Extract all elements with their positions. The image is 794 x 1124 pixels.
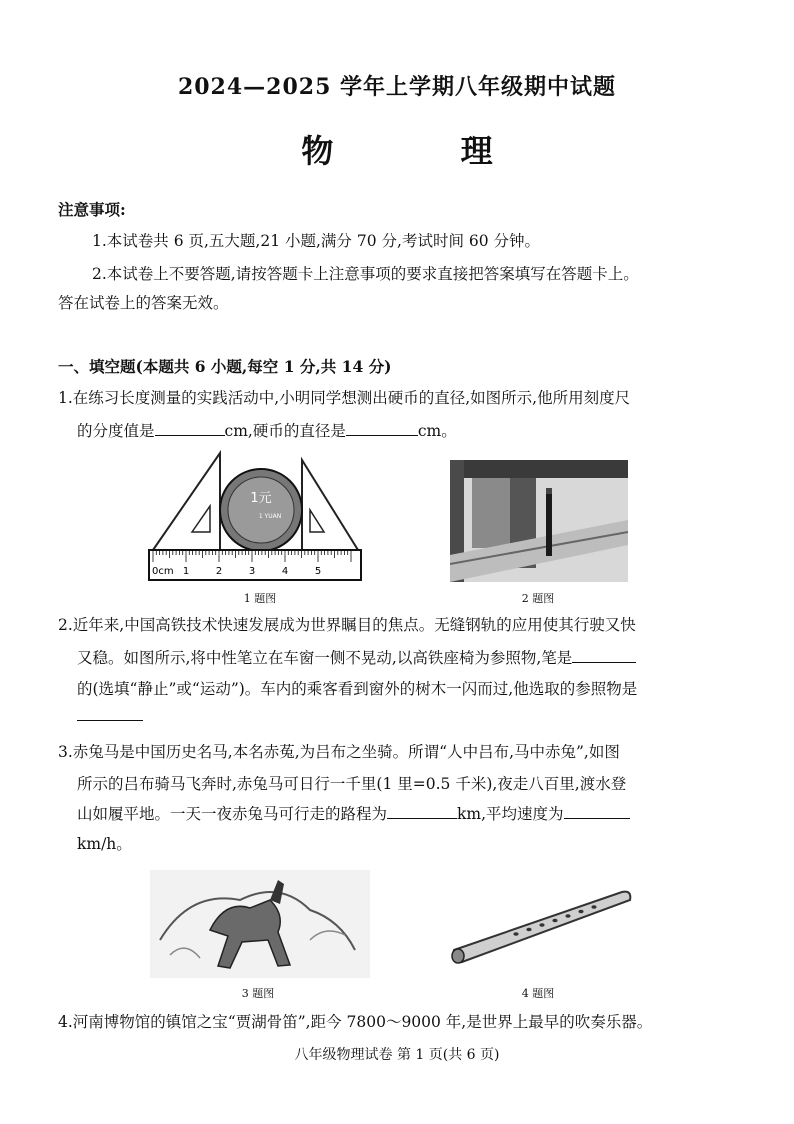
- question-3-line-4: km/h。: [77, 835, 132, 853]
- question-1-line-1: 1.在练习长度测量的实践活动中,小明同学想测出硬币的直径,如图所示,他所用刻度尺: [58, 389, 631, 407]
- question-2-text-a: 又稳。如图所示,将中性笔立在车窗一侧不晃动,以高铁座椅为参照物,笔是: [77, 649, 573, 667]
- answer-blank-3b[interactable]: [564, 804, 630, 819]
- question-3-line-2: 所示的吕布骑马飞奔时,赤兔马可日行一千里(1 里=0.5 千米),夜走八百里,渡水登: [77, 775, 627, 793]
- answer-blank-1b[interactable]: [346, 421, 418, 436]
- ruler-label-3: 3: [248, 566, 256, 577]
- left-triangle: [153, 453, 220, 550]
- flute-hole: [552, 919, 557, 923]
- answer-blank-3a[interactable]: [387, 804, 457, 819]
- flute-hole: [565, 914, 570, 918]
- window-top-frame: [450, 460, 628, 478]
- question-2-line-3: 的(选填“静止”或“运动”)。车内的乘客看到窗外的树木一闪而过,他选取的参照物是: [77, 680, 638, 698]
- pen-cap: [546, 488, 552, 494]
- answer-blank-2b[interactable]: [77, 706, 143, 721]
- coin-inner-ring: [228, 477, 294, 543]
- exam-title: 2024—2025 学年上学期八年级期中试题: [177, 74, 617, 100]
- figure-1-caption: 1 题图: [243, 592, 277, 605]
- figure-2-caption: 2 题图: [521, 592, 555, 605]
- notice-item-2-line-2: 答在试卷上的答案无效。: [58, 294, 229, 312]
- ruler-label-2: 2: [215, 566, 223, 577]
- question-3-text-b: km,平均速度为: [457, 805, 564, 823]
- section-1-heading: 一、填空题(本题共 6 小题,每空 1 分,共 14 分): [58, 357, 392, 376]
- flute-hole: [513, 932, 518, 936]
- flute-hole: [578, 910, 583, 914]
- ruler-label-4: 4: [281, 566, 289, 577]
- page-footer: 八年级物理试卷 第 1 页(共 6 页): [294, 1047, 500, 1063]
- notice-heading: 注意事项:: [58, 200, 126, 219]
- ruler-label-5: 5: [314, 566, 322, 577]
- answer-blank-2a[interactable]: [572, 648, 636, 663]
- figure-1-coin-ruler: [148, 450, 362, 582]
- ruler-label-1: 1: [182, 566, 190, 577]
- question-2-line-2: [77, 648, 636, 668]
- question-3-line-1: 3.赤兔马是中国历史名马,本名赤菟,为吕布之坐骑。所谓“人中吕布,马中赤兔”,如图: [58, 743, 620, 761]
- right-triangle: [302, 460, 358, 550]
- flute-end: [452, 949, 464, 963]
- coin-text: 1元: [250, 491, 272, 506]
- notice-item-1: 1.本试卷共 6 页,五大题,21 小题,满分 70 分,考试时间 60 分钟。: [92, 232, 541, 250]
- figure-3-caption: 3 题图: [241, 987, 275, 1000]
- question-1-text-b: cm,硬币的直径是: [224, 422, 346, 440]
- pen: [546, 492, 552, 556]
- answer-blank-1a[interactable]: [155, 421, 225, 436]
- question-1-line-2: [77, 421, 457, 441]
- figure-2-train-window: [450, 460, 628, 582]
- flute-hole: [591, 905, 596, 909]
- flute-hole: [526, 928, 531, 932]
- question-4-line-1: 4.河南博物馆的镇馆之宝“贾湖骨笛”,距今 7800～9000 年,是世界上最早的吹奏乐器。: [58, 1013, 653, 1031]
- figure-4-bone-flute: [446, 884, 636, 968]
- question-2-line-1: 2.近年来,中国高铁技术快速发展成为世界瞩目的焦点。无缝钢轨的应用使其行驶又快: [58, 616, 636, 634]
- flute-body: [453, 892, 630, 963]
- ruler-label-0: 0cm: [152, 566, 174, 577]
- question-3-text-a: 山如履平地。一天一夜赤兔马可行走的路程为: [77, 805, 388, 823]
- question-1-text-a: 的分度值是: [77, 422, 155, 440]
- coin-subtext: 1 YUAN: [258, 513, 282, 520]
- subject-title: 物 理: [301, 132, 551, 170]
- question-3-line-3: [77, 804, 630, 824]
- notice-item-2-line-1: 2.本试卷上不要答题,请按答题卡上注意事项的要求直接把答案填写在答题卡上。: [92, 265, 639, 283]
- question-2-line-4: [77, 706, 143, 726]
- figure-3-horse-illustration: [150, 870, 370, 978]
- question-1-text-c: cm。: [417, 422, 457, 440]
- flute-hole: [539, 923, 544, 927]
- figure-4-caption: 4 题图: [521, 987, 555, 1000]
